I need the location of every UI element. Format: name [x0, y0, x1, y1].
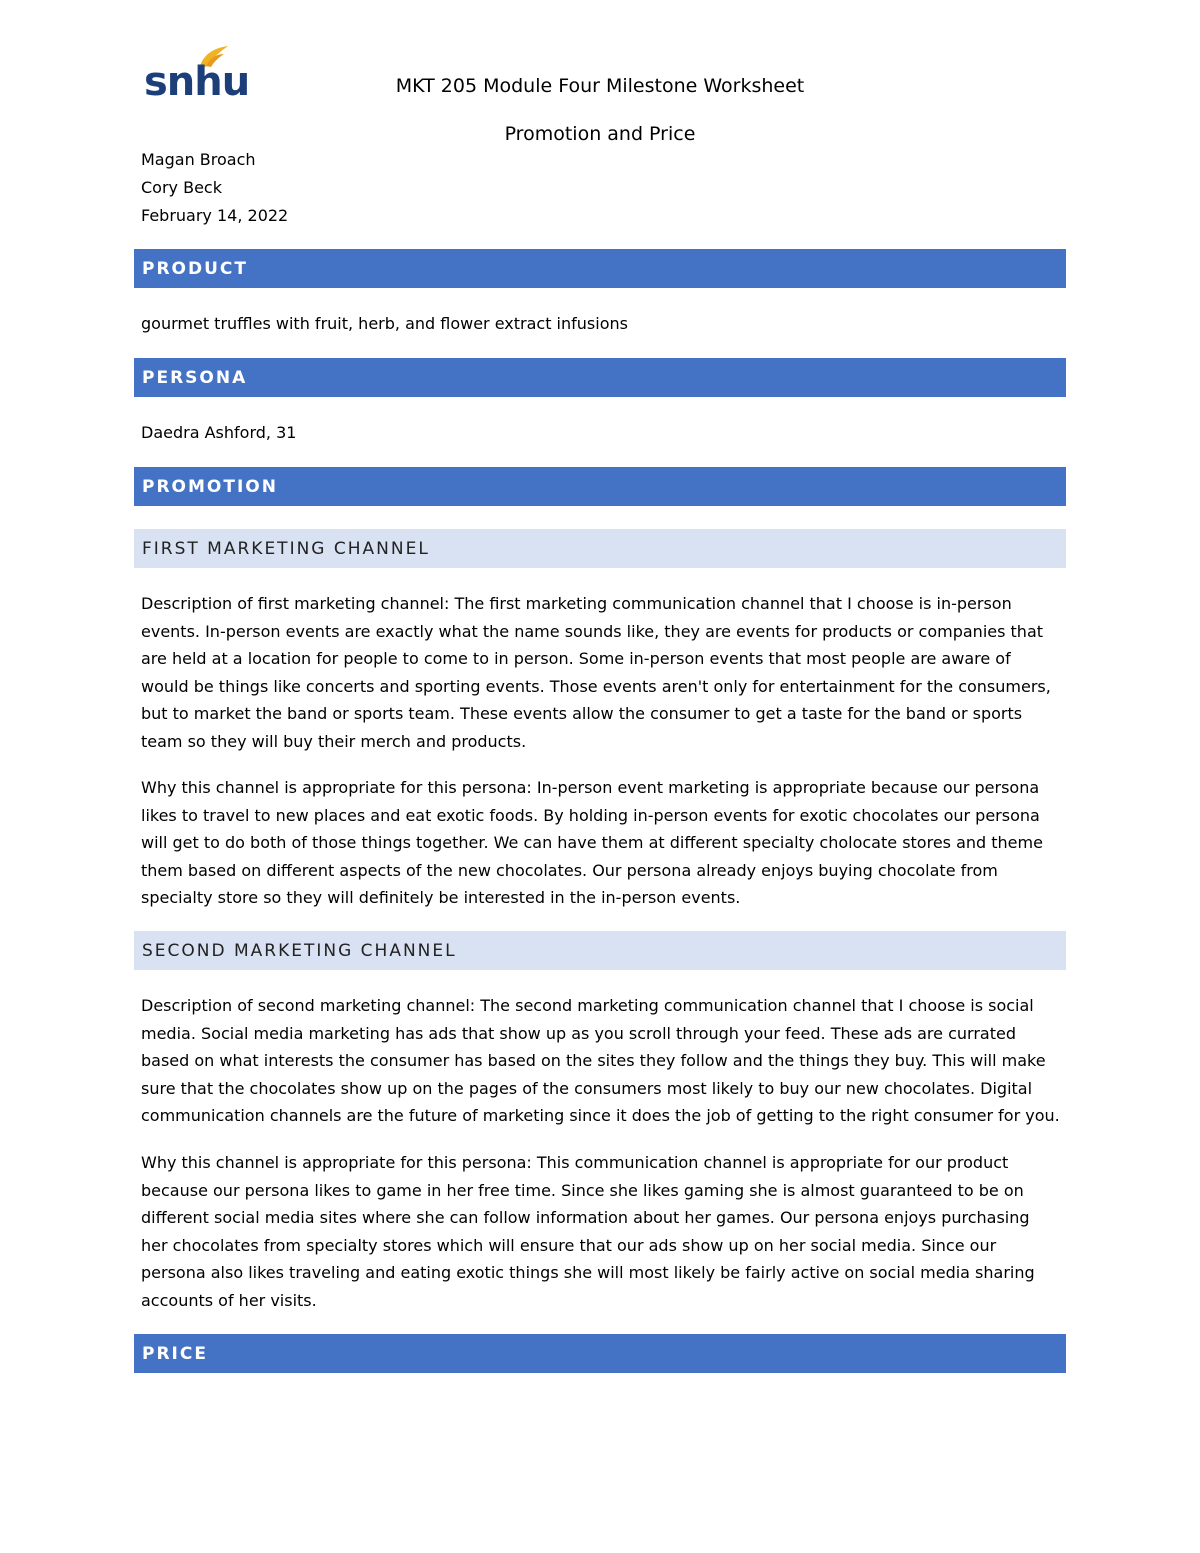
second-channel-why: Why this channel is appropriate for this persona: This communication channel is appropriate for our product because our persona likes to game in her free time. Since she likes gaming she is almost guaranteed to be on different social media sites where she can follow information about her games. Our persona enjoys purchasing her chocolates from specialty stores which will ensure that our ads show up on her social media. Since our persona also likes traveling and eating exotic things she will most likely be fairly active on social media sharing accounts of her visits.	[141, 1153, 1035, 1310]
first-channel-why: Why this channel is appropriate for this persona: In-person event marketing is appropriate because our persona likes to travel to new places and eat exotic foods. By holding in-person events for exotic chocolates our persona will get to do both of those things together. We can have them at different specialty cholocate stores and theme them based on different aspects of the new chocolates. Our persona already enjoys buying chocolate from specialty store so they will definitely be interested in the in-person events.	[141, 778, 1043, 907]
logo-wordmark: snhu	[144, 59, 250, 105]
subsection-first-channel	[134, 529, 1066, 568]
document-date: February 14, 2022	[141, 206, 289, 225]
section-persona-heading: PERSONA	[142, 368, 248, 388]
section-price-heading: PRICE	[142, 1344, 208, 1364]
section-price	[134, 1334, 1066, 1373]
document-title: MKT 205 Module Four Milestone Worksheet	[395, 75, 805, 97]
section-product-heading: PRODUCT	[142, 259, 248, 279]
second-channel-heading: SECOND MARKETING CHANNEL	[142, 941, 457, 961]
section-promotion-heading: PROMOTION	[142, 477, 278, 497]
second-channel-description: Description of second marketing channel: The second marketing communication channel that I choose is social media. Social media marketing has ads that show up as you scroll through your feed. These ads are currated based on what interests the consumer has based on the sites they follow and the things they buy. This will make sure that the chocolates show up on the pages of the consumers most likely to buy our new chocolates. Digital communication channels are the future of marketing since it does the job of getting to the right consumer for you.	[141, 996, 1060, 1125]
section-product	[134, 249, 1066, 288]
instructor-name: Cory Beck	[141, 178, 222, 197]
product-text: gourmet truffles with fruit, herb, and flower extract infusions	[141, 314, 628, 333]
first-channel-heading: FIRST MARKETING CHANNEL	[142, 539, 430, 559]
student-name: Magan Broach	[141, 150, 256, 169]
section-promotion	[134, 467, 1066, 506]
section-persona	[134, 358, 1066, 397]
subsection-second-channel	[134, 931, 1066, 970]
persona-text: Daedra Ashford, 31	[141, 423, 297, 442]
first-channel-description: Description of first marketing channel: The first marketing communication channel that I choose is in-person events. In-person events are exactly what the name sounds like, they are events for products or companies that are held at a location for people to come to in person. Some in-person events that most people are aware of would be things like concerts and sporting events. Those events aren't only for entertainment for the consumers, but to market the band or sports team. These events allow the consumer to get a taste for the band or sports team so they will buy their merch and products.	[141, 594, 1051, 751]
document-subtitle: Promotion and Price	[504, 123, 696, 145]
